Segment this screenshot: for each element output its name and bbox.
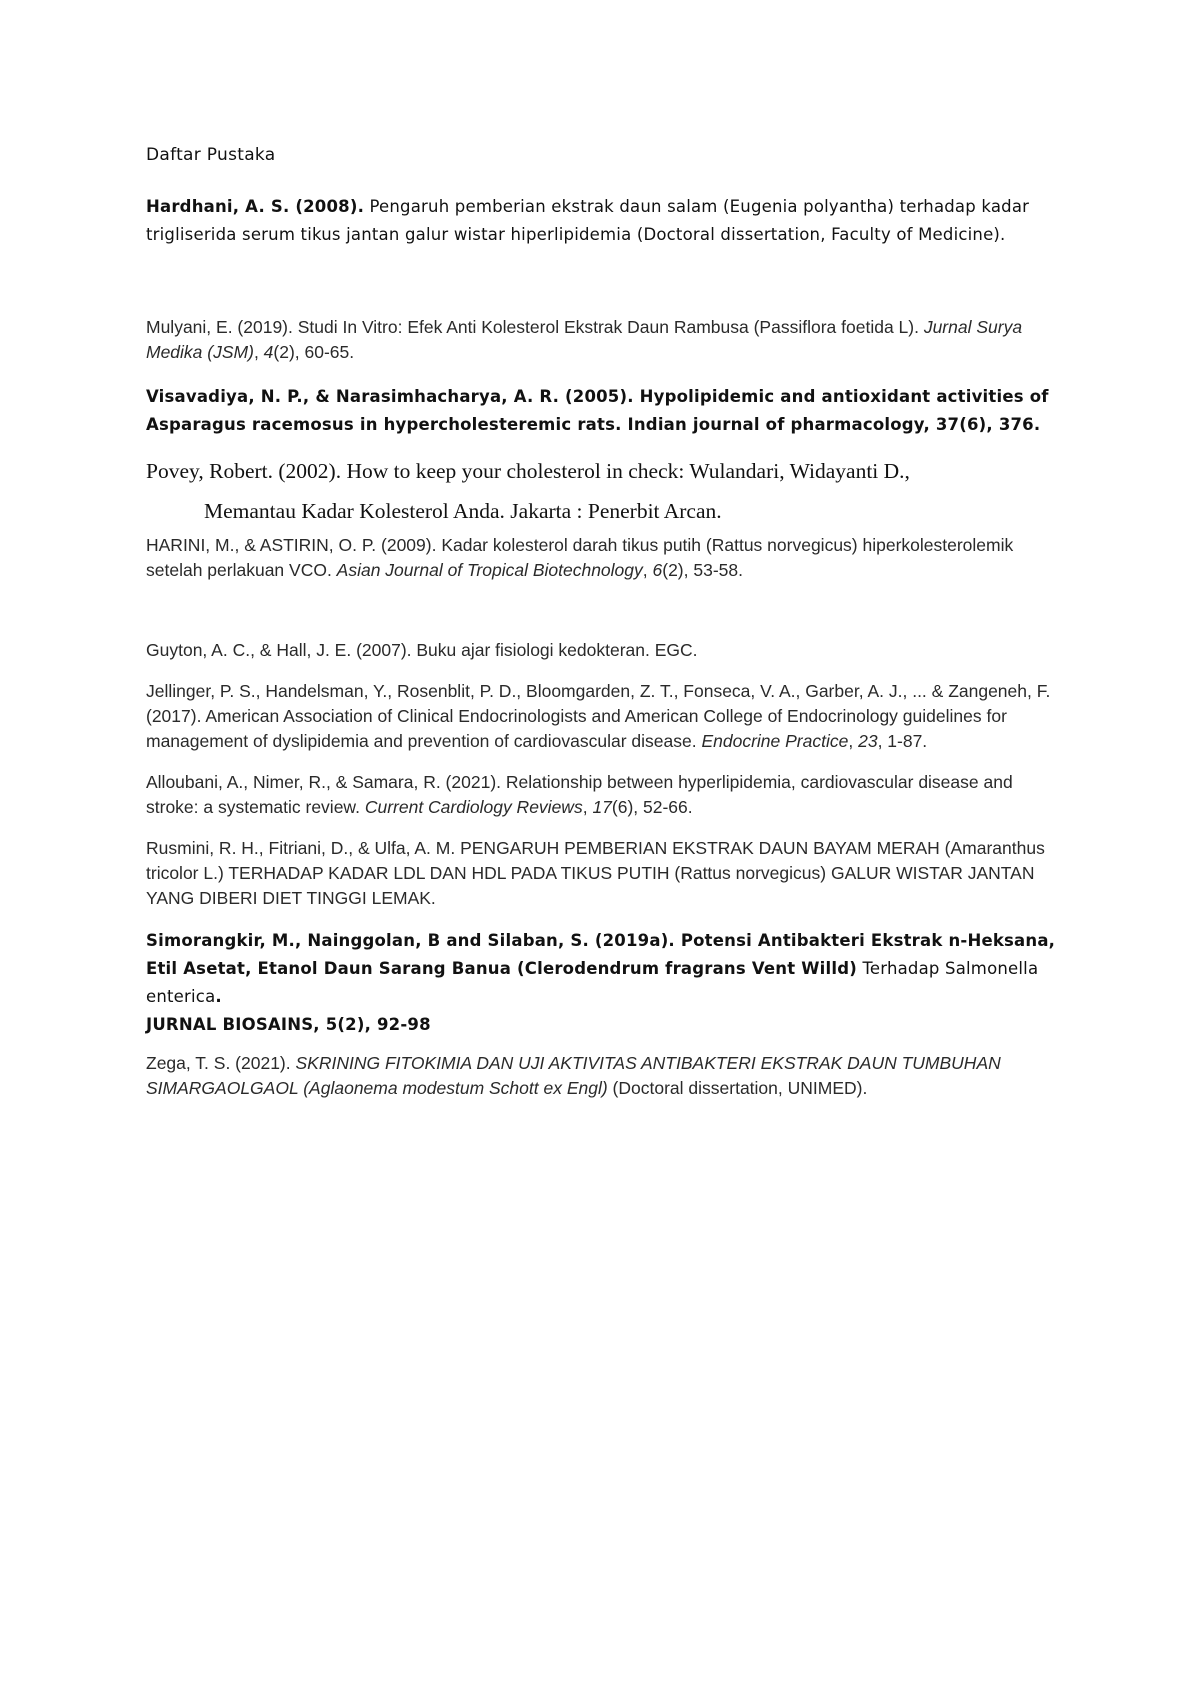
ref-journal: Endocrine Practice xyxy=(701,731,849,751)
ref-text: Zega, T. S. (2021). xyxy=(146,1053,296,1073)
reference-guyton xyxy=(146,638,1066,663)
ref-text: HARINI, M., & ASTIRIN, O. P. (2009). Kadar kolesterol darah tikus putih (Rattus norvegicus) hiperkolesterolemik setelah perlakuan VCO. xyxy=(146,535,1014,580)
ref-sep: , xyxy=(582,797,593,817)
reference-harini xyxy=(146,533,1066,583)
document-page xyxy=(146,145,1066,1101)
ref-rest: (Doctoral dissertation, UNIMED). xyxy=(607,1078,868,1098)
page-title: Daftar Pustaka xyxy=(146,145,276,165)
ref-sep: , xyxy=(642,560,653,580)
ref-title: Potensi Antibakteri Ekstrak n-Heksana, Etil Asetat, Etanol Daun Sarang Banua (Clerodendrum fragrans Vent Willd) xyxy=(146,931,1056,978)
ref-text: Guyton, A. C., & Hall, J. E. (2007). Buku ajar fisiologi kedokteran. EGC. xyxy=(146,640,698,660)
ref-text: Pengaruh pemberian ekstrak daun salam (Eugenia polyantha) terhadap kadar trigliserida serum tikus jantan galur wistar hiperlipidemia (Doctoral dissertation, Faculty of Medicine). xyxy=(146,197,1030,244)
ref-title: SKRINING FITOKIMIA DAN UJI AKTIVITAS ANTIBAKTERI EKSTRAK DAUN TUMBUHAN SIMARGAOLGAOL (Aglaonema modestum Schott ex Engl) xyxy=(146,1053,1001,1098)
ref-journal: Current Cardiology Reviews xyxy=(364,797,583,817)
ref-text: Visavadiya, N. P., & Narasimhacharya, A. R. (2005). Hypolipidemic and antioxidant activities of Asparagus racemosus in hypercholesteremic rats. Indian journal of pharmacology, 37(6), 376. xyxy=(146,387,1049,434)
ref-volume: 6 xyxy=(652,560,663,580)
reference-visavadiya xyxy=(146,383,1066,439)
ref-sep: , xyxy=(253,342,264,362)
reference-simorangkir xyxy=(146,927,1066,1039)
reference-hardhani xyxy=(146,193,1066,249)
ref-volume: 4 xyxy=(263,342,274,362)
ref-journal: Asian Journal of Tropical Biotechnology xyxy=(336,560,643,580)
ref-line-2: Memantau Kadar Kolesterol Anda. Jakarta : Penerbit Arcan. xyxy=(204,499,722,523)
ref-sep: , xyxy=(848,731,859,751)
reference-alloubani xyxy=(146,770,1066,820)
reference-jellinger xyxy=(146,679,1066,754)
ref-text: Jellinger, P. S., Handelsman, Y., Rosenblit, P. D., Bloomgarden, Z. T., Fonseca, V. A., Garber, A. J., ... & Zangeneh, F. (2017). American Association of Clinical Endocrinologists and American College of Endocrinology guidelines for management of dyslipidemia and prevention of cardiovascular disease. xyxy=(146,681,1051,751)
ref-text: Rusmini, R. H., Fitriani, D., & Ulfa, A. M. PENGARUH PEMBERIAN EKSTRAK DAUN BAYAM MERAH (Amaranthus tricolor L.) TERHADAP KADAR LDL DAN HDL PADA TIKUS PUTIH (Rattus norvegicus) GALUR WISTAR JANTAN YANG DIBERI DIET TINGGI LEMAK. xyxy=(146,838,1045,908)
reference-zega xyxy=(146,1051,1066,1101)
ref-volume: 23 xyxy=(858,731,878,751)
ref-issue-pages: , 1-87. xyxy=(877,731,928,751)
ref-authors-year: Hardhani, A. S. (2008). xyxy=(146,197,365,216)
ref-journal-line: JURNAL BIOSAINS, 5(2), 92-98 xyxy=(146,1015,431,1034)
reference-mulyani xyxy=(146,315,1066,365)
ref-title-plain: Terhadap Salmonella enterica xyxy=(146,959,1039,1006)
ref-text: Alloubani, A., Nimer, R., & Samara, R. (2021). Relationship between hyperlipidemia, cardiovascular disease and stroke: a systematic review. xyxy=(146,772,1013,817)
reference-povey xyxy=(146,451,1066,531)
ref-issue-pages: (2), 60-65. xyxy=(273,342,355,362)
ref-issue-pages: (2), 53-58. xyxy=(662,560,743,580)
ref-journal: Jurnal Surya Medika (JSM) xyxy=(146,317,1023,362)
reference-rusmini xyxy=(146,836,1066,911)
ref-issue-pages: (6), 52-66. xyxy=(611,797,693,817)
ref-period: . xyxy=(215,987,222,1006)
ref-volume: 17 xyxy=(592,797,612,817)
ref-authors-year: Simorangkir, M., Nainggolan, B and Silaban, S. (2019a). xyxy=(146,931,675,950)
ref-text: Mulyani, E. (2019). Studi In Vitro: Efek Anti Kolesterol Ekstrak Daun Rambusa (Passiflora foetida L). xyxy=(146,317,924,337)
ref-line-1: Povey, Robert. (2002). How to keep your cholesterol in check: Wulandari, Widayanti D., xyxy=(146,459,910,483)
